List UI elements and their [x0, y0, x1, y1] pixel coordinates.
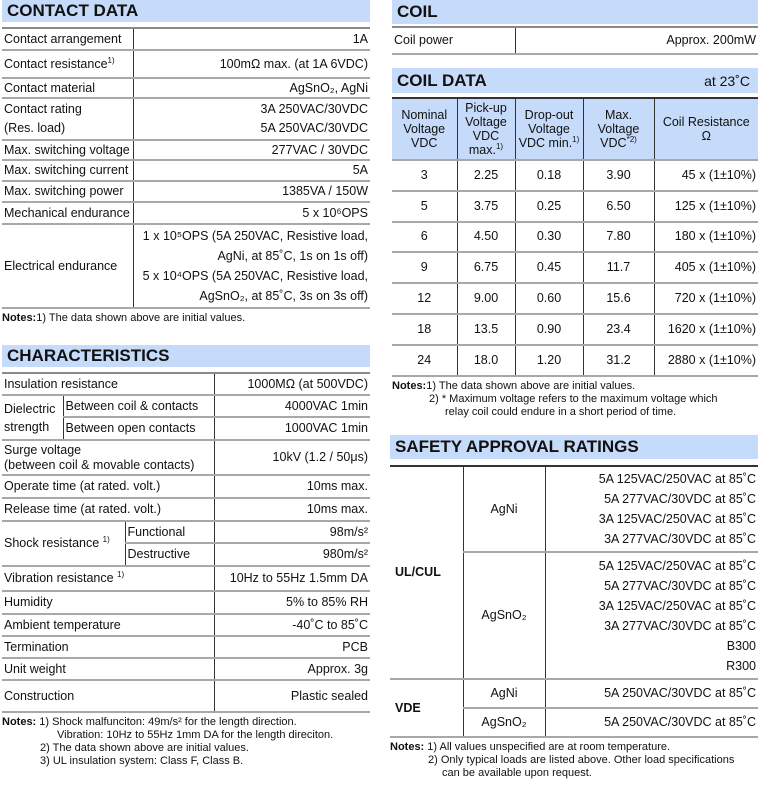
- row-value: 98m/s²: [214, 521, 370, 543]
- contact-material: AgNi: [463, 679, 545, 708]
- table-row: [392, 252, 758, 283]
- header-text: Coil Resistance Ω: [662, 115, 750, 143]
- column-header: [583, 98, 654, 160]
- label-line: Contact rating: [4, 102, 82, 116]
- table-row: [390, 466, 758, 552]
- row-value: 1A: [133, 28, 370, 50]
- row-label: [2, 98, 133, 140]
- header-text: Nominal Voltage VDC: [401, 108, 448, 150]
- table-row: [2, 498, 370, 521]
- note: can be available upon request.: [442, 767, 592, 779]
- row-label: Max. switching current: [2, 160, 133, 181]
- row-value: 10ms max.: [214, 475, 370, 498]
- row-value: 10kV (1.2 / 50μs): [214, 440, 370, 475]
- table-row: [392, 314, 758, 345]
- section-title: COIL DATA: [397, 71, 487, 90]
- table-cell: 0.25: [515, 191, 583, 222]
- note: 1) The data shown above are initial values.: [36, 312, 246, 324]
- row-value: 5 x 10⁶OPS: [133, 202, 370, 224]
- coil-table: [392, 26, 758, 55]
- row-value: 5A: [133, 160, 370, 181]
- column-header: [392, 98, 457, 160]
- note: 2) The data shown above are initial values.: [40, 742, 249, 754]
- table-row: [2, 658, 370, 680]
- rating: 5A 277VAC/30VDC at 85˚C: [604, 578, 756, 593]
- footnote-ref: 1): [572, 135, 580, 144]
- table-cell: 45 x (1±10%): [654, 160, 758, 191]
- row-label: [2, 50, 133, 78]
- notes-label: Notes:: [2, 716, 37, 728]
- row-value: 100mΩ max. (at 1A 6VDC): [133, 50, 370, 78]
- characteristics-notes: [2, 716, 370, 768]
- table-row: [392, 345, 758, 376]
- row-value: 5% to 85% RH: [214, 591, 370, 614]
- temperature-condition: at 23˚C: [704, 73, 750, 89]
- label-line: Surge voltage: [4, 442, 82, 457]
- rating: 5A 277VAC/30VDC at 85˚C: [604, 492, 756, 506]
- table-row: [2, 78, 370, 98]
- row-label: Operate time (at rated. volt.): [2, 475, 214, 498]
- row-label: Release time (at rated. volt.): [2, 498, 214, 521]
- table-row: [392, 160, 758, 191]
- safety-table: [390, 465, 758, 738]
- label-line: (between coil & movable contacts): [4, 457, 195, 472]
- row-value: Approx. 200mW: [515, 27, 758, 54]
- table-row: [2, 202, 370, 224]
- row-label: Max. switching power: [2, 181, 133, 202]
- coil-section: [392, 0, 758, 55]
- table-row: [392, 27, 758, 54]
- row-label: Humidity: [2, 591, 214, 614]
- row-value: 1000MΩ (at 500VDC): [214, 373, 370, 395]
- characteristics-title: CHARACTERISTICS: [2, 345, 370, 367]
- table-row: [2, 373, 370, 395]
- notes-label: Notes:: [392, 379, 427, 392]
- table-row: [390, 679, 758, 708]
- row-label: Termination: [2, 636, 214, 658]
- table-cell: 720 x (1±10%): [654, 283, 758, 314]
- note: 3) UL insulation system: Class F, Class B.: [40, 755, 244, 767]
- table-row: [2, 181, 370, 202]
- contact-data-section: [2, 0, 370, 325]
- row-value: PCB: [214, 636, 370, 658]
- row-label: Ambient temperature: [2, 614, 214, 636]
- note: Vibration: 10Hz to 55Hz 1mm DA for the length direciton.: [57, 729, 334, 741]
- contact-material: AgSnO₂: [463, 552, 545, 679]
- table-row: [2, 566, 370, 591]
- coil-title: COIL: [392, 0, 758, 24]
- footnote-ref: 1): [117, 570, 125, 579]
- table-cell: 125 x (1±10%): [654, 191, 758, 222]
- row-label: Max. switching voltage: [2, 140, 133, 160]
- note: 2) * Maximum voltage refers to the maximum voltage which: [429, 392, 718, 405]
- label-text: Vibration resistance: [4, 571, 114, 585]
- table-cell: 18.0: [457, 345, 515, 376]
- table-row: [2, 224, 370, 308]
- table-cell: 0.30: [515, 222, 583, 253]
- footnote-ref: *2): [626, 135, 637, 144]
- sub-label: Destructive: [125, 543, 214, 566]
- table-cell: 0.18: [515, 160, 583, 191]
- row-value: 1385VA / 150W: [133, 181, 370, 202]
- row-value: 10ms max.: [214, 498, 370, 521]
- table-cell: 15.6: [583, 283, 654, 314]
- table-row: [2, 28, 370, 50]
- table-row: [2, 140, 370, 160]
- table-cell: 6: [392, 222, 457, 253]
- notes-label: Notes:: [2, 312, 37, 324]
- column-header: [654, 98, 758, 160]
- contact-data-table: [2, 27, 370, 309]
- safety-section: [390, 435, 758, 780]
- sub-label: Functional: [125, 521, 214, 543]
- safety-notes: [390, 741, 758, 780]
- table-cell: 2.25: [457, 160, 515, 191]
- table-row: [2, 50, 370, 78]
- coil-data-section: [392, 68, 758, 419]
- row-label: Mechanical endurance: [2, 202, 133, 224]
- row-label: [2, 566, 214, 591]
- label-line: (Res. load): [4, 121, 66, 135]
- row-value: 4000VAC 1min: [214, 395, 370, 417]
- table-row: [2, 440, 370, 475]
- table-cell: 3.90: [583, 160, 654, 191]
- footnote-ref: 1): [107, 55, 115, 65]
- table-cell: 18: [392, 314, 457, 345]
- row-value: -40˚C to 85˚C: [214, 614, 370, 636]
- table-cell: 3: [392, 160, 457, 191]
- row-value: [133, 224, 370, 308]
- table-row: [392, 222, 758, 253]
- approval-body: UL/CUL: [390, 466, 463, 679]
- value-line: AgNi, at 85˚C, 1s on 1s off): [217, 249, 368, 263]
- table-cell: 9: [392, 252, 457, 283]
- row-value: Plastic sealed: [214, 680, 370, 712]
- table-cell: 1.20: [515, 345, 583, 376]
- table-cell: 6.75: [457, 252, 515, 283]
- table-row: [2, 680, 370, 712]
- row-value: 277VAC / 30VDC: [133, 140, 370, 160]
- table-cell: 180 x (1±10%): [654, 222, 758, 253]
- rating: 3A 277VAC/30VDC at 85˚C: [604, 618, 756, 633]
- table-row: [2, 475, 370, 498]
- rating: 3A 125VAC/250VAC at 85˚C: [598, 598, 756, 613]
- row-label: Unit weight: [2, 658, 214, 680]
- header-text: Max. Voltage VDC: [597, 108, 640, 150]
- row-label: Contact material: [2, 78, 133, 98]
- table-row: [392, 283, 758, 314]
- contact-material: AgNi: [463, 466, 545, 552]
- table-row: [392, 191, 758, 222]
- rating: 5A 125VAC/250VAC at 85˚C: [598, 558, 756, 573]
- note: relay coil could endure in a short period of time.: [445, 405, 677, 418]
- row-value: [133, 98, 370, 140]
- column-header: [515, 98, 583, 160]
- rating: 3A 125VAC/250VAC at 85˚C: [598, 512, 756, 526]
- sub-label: Between coil & contacts: [63, 395, 214, 417]
- sub-label: Between open contacts: [63, 417, 214, 440]
- table-row: [2, 521, 370, 543]
- coil-data-notes: [392, 380, 758, 419]
- coil-data-title: [392, 68, 758, 93]
- row-value: 980m/s²: [214, 543, 370, 566]
- label-text: Shock resistance: [4, 536, 100, 550]
- table-cell: 2880 x (1±10%): [654, 345, 758, 376]
- rating: 3A 277VAC/30VDC at 85˚C: [604, 532, 756, 546]
- table-row: [2, 395, 370, 417]
- table-row: [2, 591, 370, 614]
- value-line: 5A 250VAC/30VDC: [260, 121, 368, 135]
- value-line: 3A 250VAC/30VDC: [260, 102, 368, 116]
- table-header-row: [392, 98, 758, 160]
- contact-notes: [2, 312, 370, 325]
- ratings: [545, 552, 758, 679]
- value-line: AgSnO₂, at 85˚C, 3s on 3s off): [199, 289, 368, 303]
- note: 1) All values unspecified are at room temperature.: [427, 741, 671, 753]
- rating: 5A 250VAC/30VDC at 85˚C: [545, 708, 758, 737]
- value-line: 1 x 10⁵OPS (5A 250VAC, Resistive load,: [142, 229, 368, 243]
- label-text: Contact resistance: [4, 56, 108, 71]
- safety-title: SAFETY APPROVAL RATINGS: [390, 435, 758, 459]
- table-cell: 0.90: [515, 314, 583, 345]
- table-row: [2, 160, 370, 181]
- footnote-ref: 1): [495, 142, 504, 151]
- header-text: Drop-out Voltage VDC min.: [518, 108, 574, 150]
- row-label: Dielectric strength: [2, 395, 63, 440]
- approval-body: VDE: [390, 679, 463, 737]
- row-label: Construction: [2, 680, 214, 712]
- header-text: Pick-up Voltage VDC max.: [465, 101, 507, 157]
- characteristics-table: [2, 372, 370, 713]
- column-header: [457, 98, 515, 160]
- note: 1) Shock malfunciton: 49m/s² for the length direction.: [39, 716, 297, 728]
- table-cell: 7.80: [583, 222, 654, 253]
- table-cell: 31.2: [583, 345, 654, 376]
- note: 2) Only typical loads are listed above. Other load specifications: [428, 754, 735, 766]
- table-cell: 6.50: [583, 191, 654, 222]
- row-value: 1000VAC 1min: [214, 417, 370, 440]
- footnote-ref: 1): [102, 535, 110, 544]
- row-label: Coil power: [392, 27, 515, 54]
- value-line: 5 x 10⁴OPS (5A 250VAC, Resistive load,: [142, 269, 368, 283]
- row-value: Approx. 3g: [214, 658, 370, 680]
- table-cell: 11.7: [583, 252, 654, 283]
- characteristics-section: [2, 345, 370, 768]
- table-row: [2, 636, 370, 658]
- row-label: [2, 521, 125, 566]
- row-label: Insulation resistance: [2, 373, 214, 395]
- table-cell: 23.4: [583, 314, 654, 345]
- table-cell: 0.45: [515, 252, 583, 283]
- row-label: [2, 440, 214, 475]
- table-cell: 13.5: [457, 314, 515, 345]
- table-cell: 4.50: [457, 222, 515, 253]
- table-cell: 3.75: [457, 191, 515, 222]
- ratings: [545, 466, 758, 552]
- row-label: Electrical endurance: [2, 224, 133, 308]
- table-row: [2, 614, 370, 636]
- notes-label: Notes:: [390, 741, 425, 753]
- rating: B300: [726, 638, 756, 653]
- row-value: AgSnO₂, AgNi: [133, 78, 370, 98]
- table-cell: 0.60: [515, 283, 583, 314]
- row-value: 10Hz to 55Hz 1.5mm DA: [214, 566, 370, 591]
- table-cell: 5: [392, 191, 457, 222]
- table-cell: 12: [392, 283, 457, 314]
- table-cell: 9.00: [457, 283, 515, 314]
- coil-data-table: [392, 97, 758, 377]
- contact-material: AgSnO₂: [463, 708, 545, 737]
- note: 1) The data shown above are initial values.: [426, 379, 636, 392]
- row-label: Contact arrangement: [2, 28, 133, 50]
- table-cell: 1620 x (1±10%): [654, 314, 758, 345]
- rating: R300: [726, 658, 756, 673]
- table-cell: 405 x (1±10%): [654, 252, 758, 283]
- rating: 5A 250VAC/30VDC at 85˚C: [545, 679, 758, 708]
- contact-data-title: CONTACT DATA: [2, 0, 370, 22]
- table-row: [2, 98, 370, 140]
- rating: 5A 125VAC/250VAC at 85˚C: [598, 472, 756, 486]
- table-cell: 24: [392, 345, 457, 376]
